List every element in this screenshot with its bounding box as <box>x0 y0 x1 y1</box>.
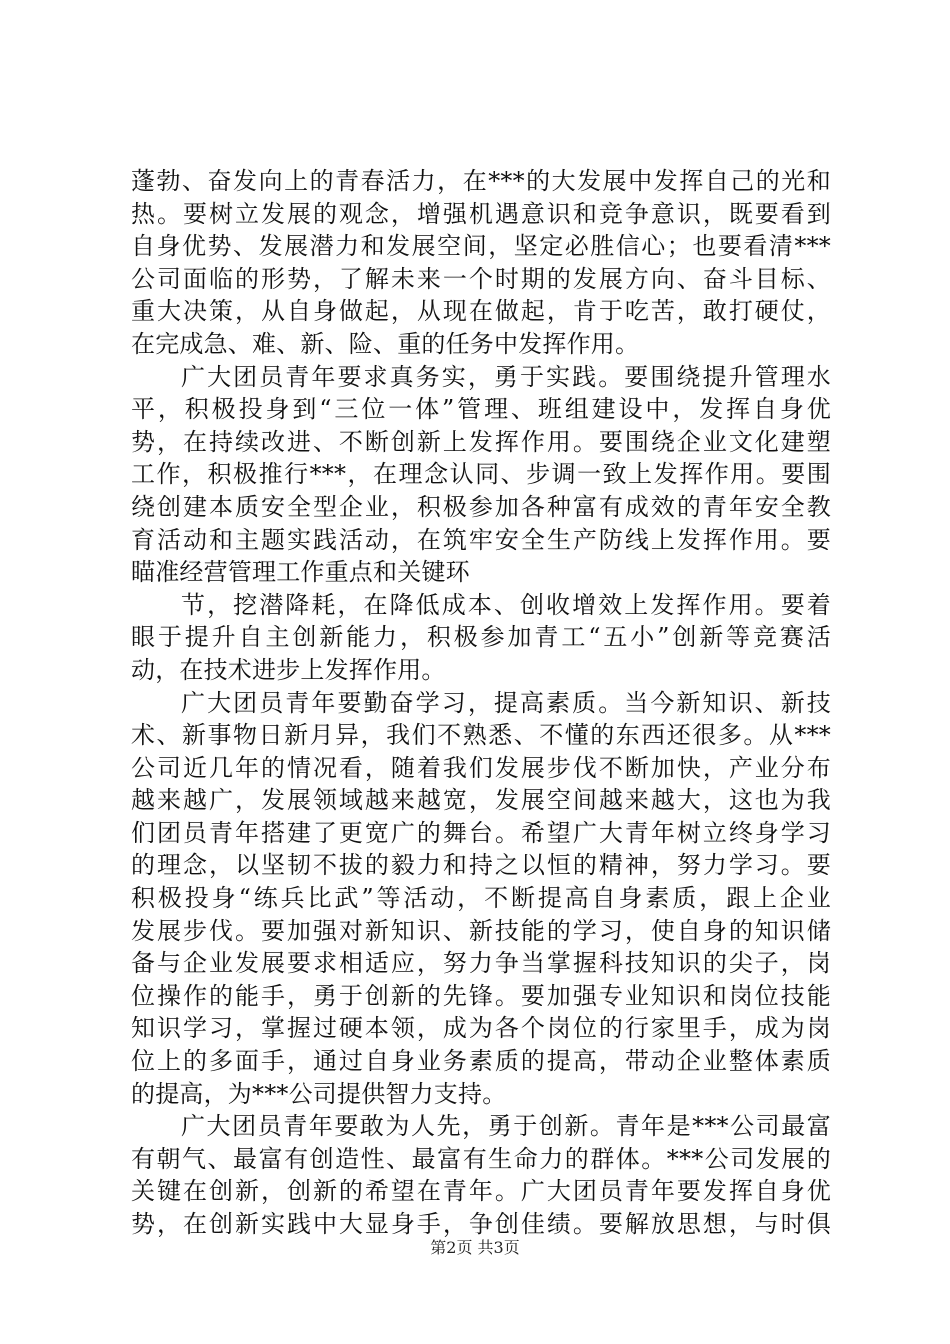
text-line: 势，在创新实践中大显身手，争创佳绩。要解放思想，与时俱 <box>131 1210 831 1238</box>
text-line: 公司近几年的情况看，随着我们发展步伐不断加快，产业分布 <box>131 753 831 782</box>
text-line: 们团员青年搭建了更宽广的舞台。希望广大青年树立终身学习 <box>131 818 831 847</box>
text-line: 发展步伐。要加强对新知识、新技能的学习，使自身的知识储 <box>131 916 831 945</box>
text-line: 蓬勃、奋发向上的青春活力，在***的大发展中发挥自己的光和 <box>131 167 831 195</box>
text-line: 自身优势、发展潜力和发展空间，坚定必胜信心；也要看清*** <box>131 232 831 261</box>
text-line: 平，积极投身到“三位一体”管理、班组建设中，发挥自身优 <box>131 395 831 424</box>
text-line: 动，在技术进步上发挥作用。 <box>131 655 446 684</box>
text-line: 广大团员青年要求真务实，勇于实践。要围绕提升管理水 <box>181 362 831 391</box>
text-line: 节，挖潜降耗，在降低成本、创收增效上发挥作用。要着 <box>181 590 831 619</box>
text-line: 势，在持续改进、不断创新上发挥作用。要围绕企业文化建塑 <box>131 427 831 456</box>
text-line: 越来越广，发展领域越来越宽，发展空间越来越大，这也为我 <box>131 786 831 815</box>
text-line: 知识学习，掌握过硬本领，成为各个岗位的行家里手，成为岗 <box>131 1014 831 1043</box>
text-line: 积极投身“练兵比武”等活动，不断提高自身素质，跟上企业 <box>131 884 831 913</box>
text-line: 绕创建本质安全型企业，积极参加各种富有成效的青年安全教 <box>131 492 831 521</box>
text-line: 眼于提升自主创新能力，积极参加青工“五小”创新等竞赛活 <box>131 623 831 652</box>
text-line: 的理念，以坚韧不拔的毅力和持之以恒的精神，努力学习。要 <box>131 851 831 880</box>
text-line: 育活动和主题实践活动，在筑牢安全生产防线上发挥作用。要 <box>131 525 831 554</box>
text-line: 位上的多面手，通过自身业务素质的提高，带动企业整体素质 <box>131 1047 831 1076</box>
text-line: 瞄准经营管理工作重点和关键环 <box>131 558 470 587</box>
text-line: 在完成急、难、新、险、重的任务中发挥作用。 <box>131 329 640 358</box>
text-line: 关键在创新，创新的希望在青年。广大团员青年要发挥自身优 <box>131 1177 831 1206</box>
text-line: 公司面临的形势，了解未来一个时期的发展方向、奋斗目标、 <box>131 264 831 293</box>
text-line: 广大团员青年要敢为人先，勇于创新。青年是***公司最富 <box>181 1112 831 1141</box>
text-line: 热。要树立发展的观念，增强机遇意识和竞争意识，既要看到 <box>131 199 831 228</box>
text-line: 的提高，为***公司提供智力支持。 <box>131 1079 507 1108</box>
text-line: 术、新事物日新月异，我们不熟悉、不懂的东西还很多。从*** <box>131 721 831 750</box>
document-body <box>131 165 831 1241</box>
page-footer: 第2页 共3页 <box>430 1238 520 1257</box>
text-line: 备与企业发展要求相适应，努力争当掌握科技知识的尖子，岗 <box>131 949 831 978</box>
text-line: 工作，积极推行***，在理念认同、步调一致上发挥作用。要围 <box>131 460 831 489</box>
text-line: 广大团员青年要勤奋学习，提高素质。当今新知识、新技 <box>181 688 831 717</box>
text-line: 有朝气、最富有创造性、最富有生命力的群体。***公司发展的 <box>131 1144 831 1173</box>
text-line: 位操作的能手，勇于创新的先锋。要加强专业知识和岗位技能 <box>131 981 831 1010</box>
text-line: 重大决策，从自身做起，从现在做起，肯于吃苦，敢打硬仗， <box>131 297 831 326</box>
